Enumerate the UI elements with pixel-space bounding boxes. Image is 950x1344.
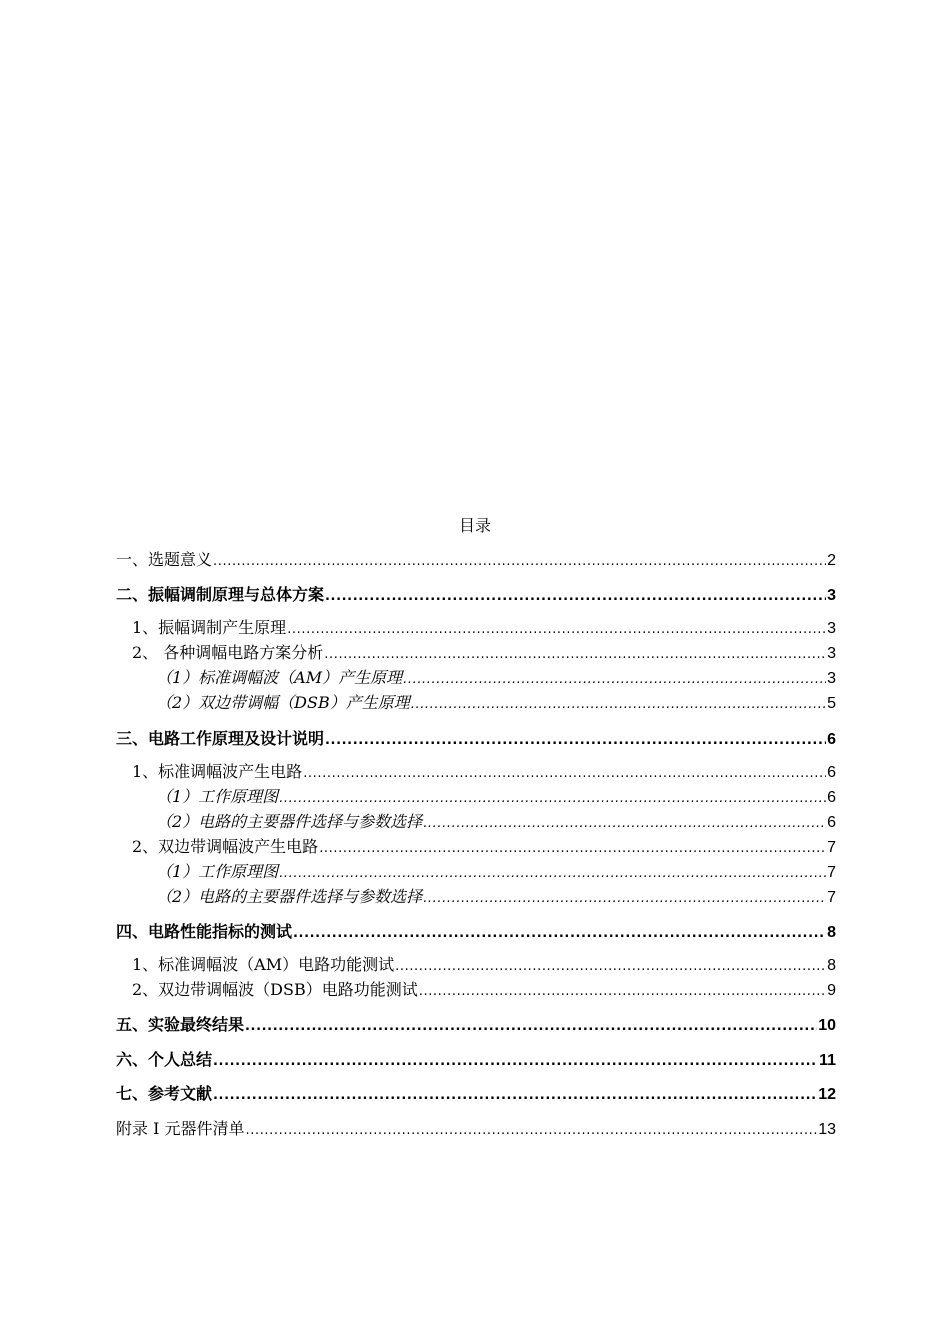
toc-entry-4-2[interactable] <box>116 979 836 1003</box>
dot-leader <box>279 788 826 810</box>
dot-leader <box>325 586 826 608</box>
toc-entry-page: 5 <box>827 695 836 712</box>
toc-entry-page: 3 <box>827 620 836 637</box>
toc-entry-label: 附录 I 元器件清单 <box>116 1119 245 1138</box>
toc-entry-2[interactable] <box>116 584 836 608</box>
toc-entry-label: 七、参考文献 <box>116 1084 213 1103</box>
toc-entry-page: 7 <box>827 889 836 906</box>
toc-entry-label: （1）工作原理图 <box>156 787 279 806</box>
dot-leader <box>319 838 826 860</box>
toc-entry-2-1[interactable] <box>116 617 836 641</box>
toc-entry-label: 三、电路工作原理及设计说明 <box>116 729 325 748</box>
dot-leader <box>246 1120 818 1142</box>
toc-entry-label: （1）标准调幅波（AM）产生原理 <box>156 668 403 687</box>
toc-entry-label: 一、选题意义 <box>116 550 213 569</box>
toc-entry-3-1[interactable] <box>116 761 836 785</box>
toc-entry-label: 1、标准调幅波产生电路 <box>132 762 303 781</box>
dot-leader <box>324 644 826 666</box>
dot-leader <box>279 863 826 885</box>
dot-leader <box>213 1051 818 1073</box>
toc-entry-page: 8 <box>827 957 836 974</box>
toc-entry-label: （1）工作原理图 <box>156 862 279 881</box>
toc-entry-label: 2、双边带调幅波（DSB）电路功能测试 <box>132 980 418 999</box>
toc-entry-page: 6 <box>827 731 836 748</box>
toc-entry-page: 7 <box>827 839 836 856</box>
toc-entry-3-1-2[interactable] <box>116 811 836 835</box>
toc-entry-page: 8 <box>827 924 836 941</box>
toc-entry-page: 6 <box>827 789 836 806</box>
toc-entry-1[interactable] <box>116 549 836 573</box>
toc-entry-6[interactable] <box>116 1049 836 1073</box>
toc-entry-page: 6 <box>827 814 836 831</box>
dot-leader <box>419 981 826 1003</box>
toc-entry-3[interactable] <box>116 728 836 752</box>
dot-leader <box>423 888 826 910</box>
toc-entry-7[interactable] <box>116 1083 836 1107</box>
toc-entry-5[interactable] <box>116 1014 836 1038</box>
toc-entry-page: 2 <box>827 552 836 569</box>
toc-entry-3-2-2[interactable] <box>116 886 836 910</box>
dot-leader <box>303 763 826 785</box>
toc-entry-2-2[interactable] <box>116 642 836 666</box>
toc-entry-label: 五、实验最终结果 <box>116 1015 245 1034</box>
toc-entry-page: 3 <box>827 587 836 604</box>
toc-entry-label: 四、电路性能指标的测试 <box>116 922 293 941</box>
dot-leader <box>403 669 826 691</box>
toc-entry-page: 3 <box>827 670 836 687</box>
dot-leader <box>293 923 826 945</box>
toc-entry-page: 7 <box>827 864 836 881</box>
dot-leader <box>213 1085 817 1107</box>
toc-entry-label: 1、振幅调制产生原理 <box>132 618 287 637</box>
toc-entry-page: 13 <box>818 1121 836 1138</box>
toc-entry-page: 3 <box>827 645 836 662</box>
toc-entry-label: 2、双边带调幅波产生电路 <box>132 837 319 856</box>
dot-leader <box>287 619 826 641</box>
dot-leader <box>213 551 826 573</box>
toc-entry-3-2-1[interactable] <box>116 861 836 885</box>
toc-entry-4[interactable] <box>116 921 836 945</box>
toc-entry-label: 2、 各种调幅电路方案分析 <box>132 643 324 662</box>
dot-leader <box>325 730 826 752</box>
dot-leader <box>423 813 826 835</box>
toc-entry-label: （2）双边带调幅（DSB）产生原理 <box>156 693 410 712</box>
dot-leader <box>245 1016 817 1038</box>
toc-entry-4-1[interactable] <box>116 954 836 978</box>
toc-entry-3-2[interactable] <box>116 836 836 860</box>
toc-entry-2-2-1[interactable] <box>116 667 836 691</box>
toc-entry-appendix[interactable] <box>116 1118 836 1142</box>
toc-entry-page: 10 <box>818 1017 836 1034</box>
toc-entry-3-1-1[interactable] <box>116 786 836 810</box>
toc-entry-label: （2）电路的主要器件选择与参数选择 <box>156 887 423 906</box>
toc-entry-page: 11 <box>819 1052 836 1069</box>
toc-entry-page: 12 <box>818 1086 836 1103</box>
toc-title: 目录 <box>458 516 491 535</box>
toc-entry-page: 9 <box>827 982 836 999</box>
dot-leader <box>395 956 826 978</box>
dot-leader <box>411 694 826 716</box>
toc-entry-2-2-2[interactable] <box>116 692 836 716</box>
toc-entry-label: 二、振幅调制原理与总体方案 <box>116 585 325 604</box>
toc-entry-label: 六、个人总结 <box>116 1050 213 1069</box>
toc-entry-page: 6 <box>827 764 836 781</box>
toc-entry-label: （2）电路的主要器件选择与参数选择 <box>156 812 423 831</box>
toc-entry-label: 1、标准调幅波（AM）电路功能测试 <box>132 955 395 974</box>
